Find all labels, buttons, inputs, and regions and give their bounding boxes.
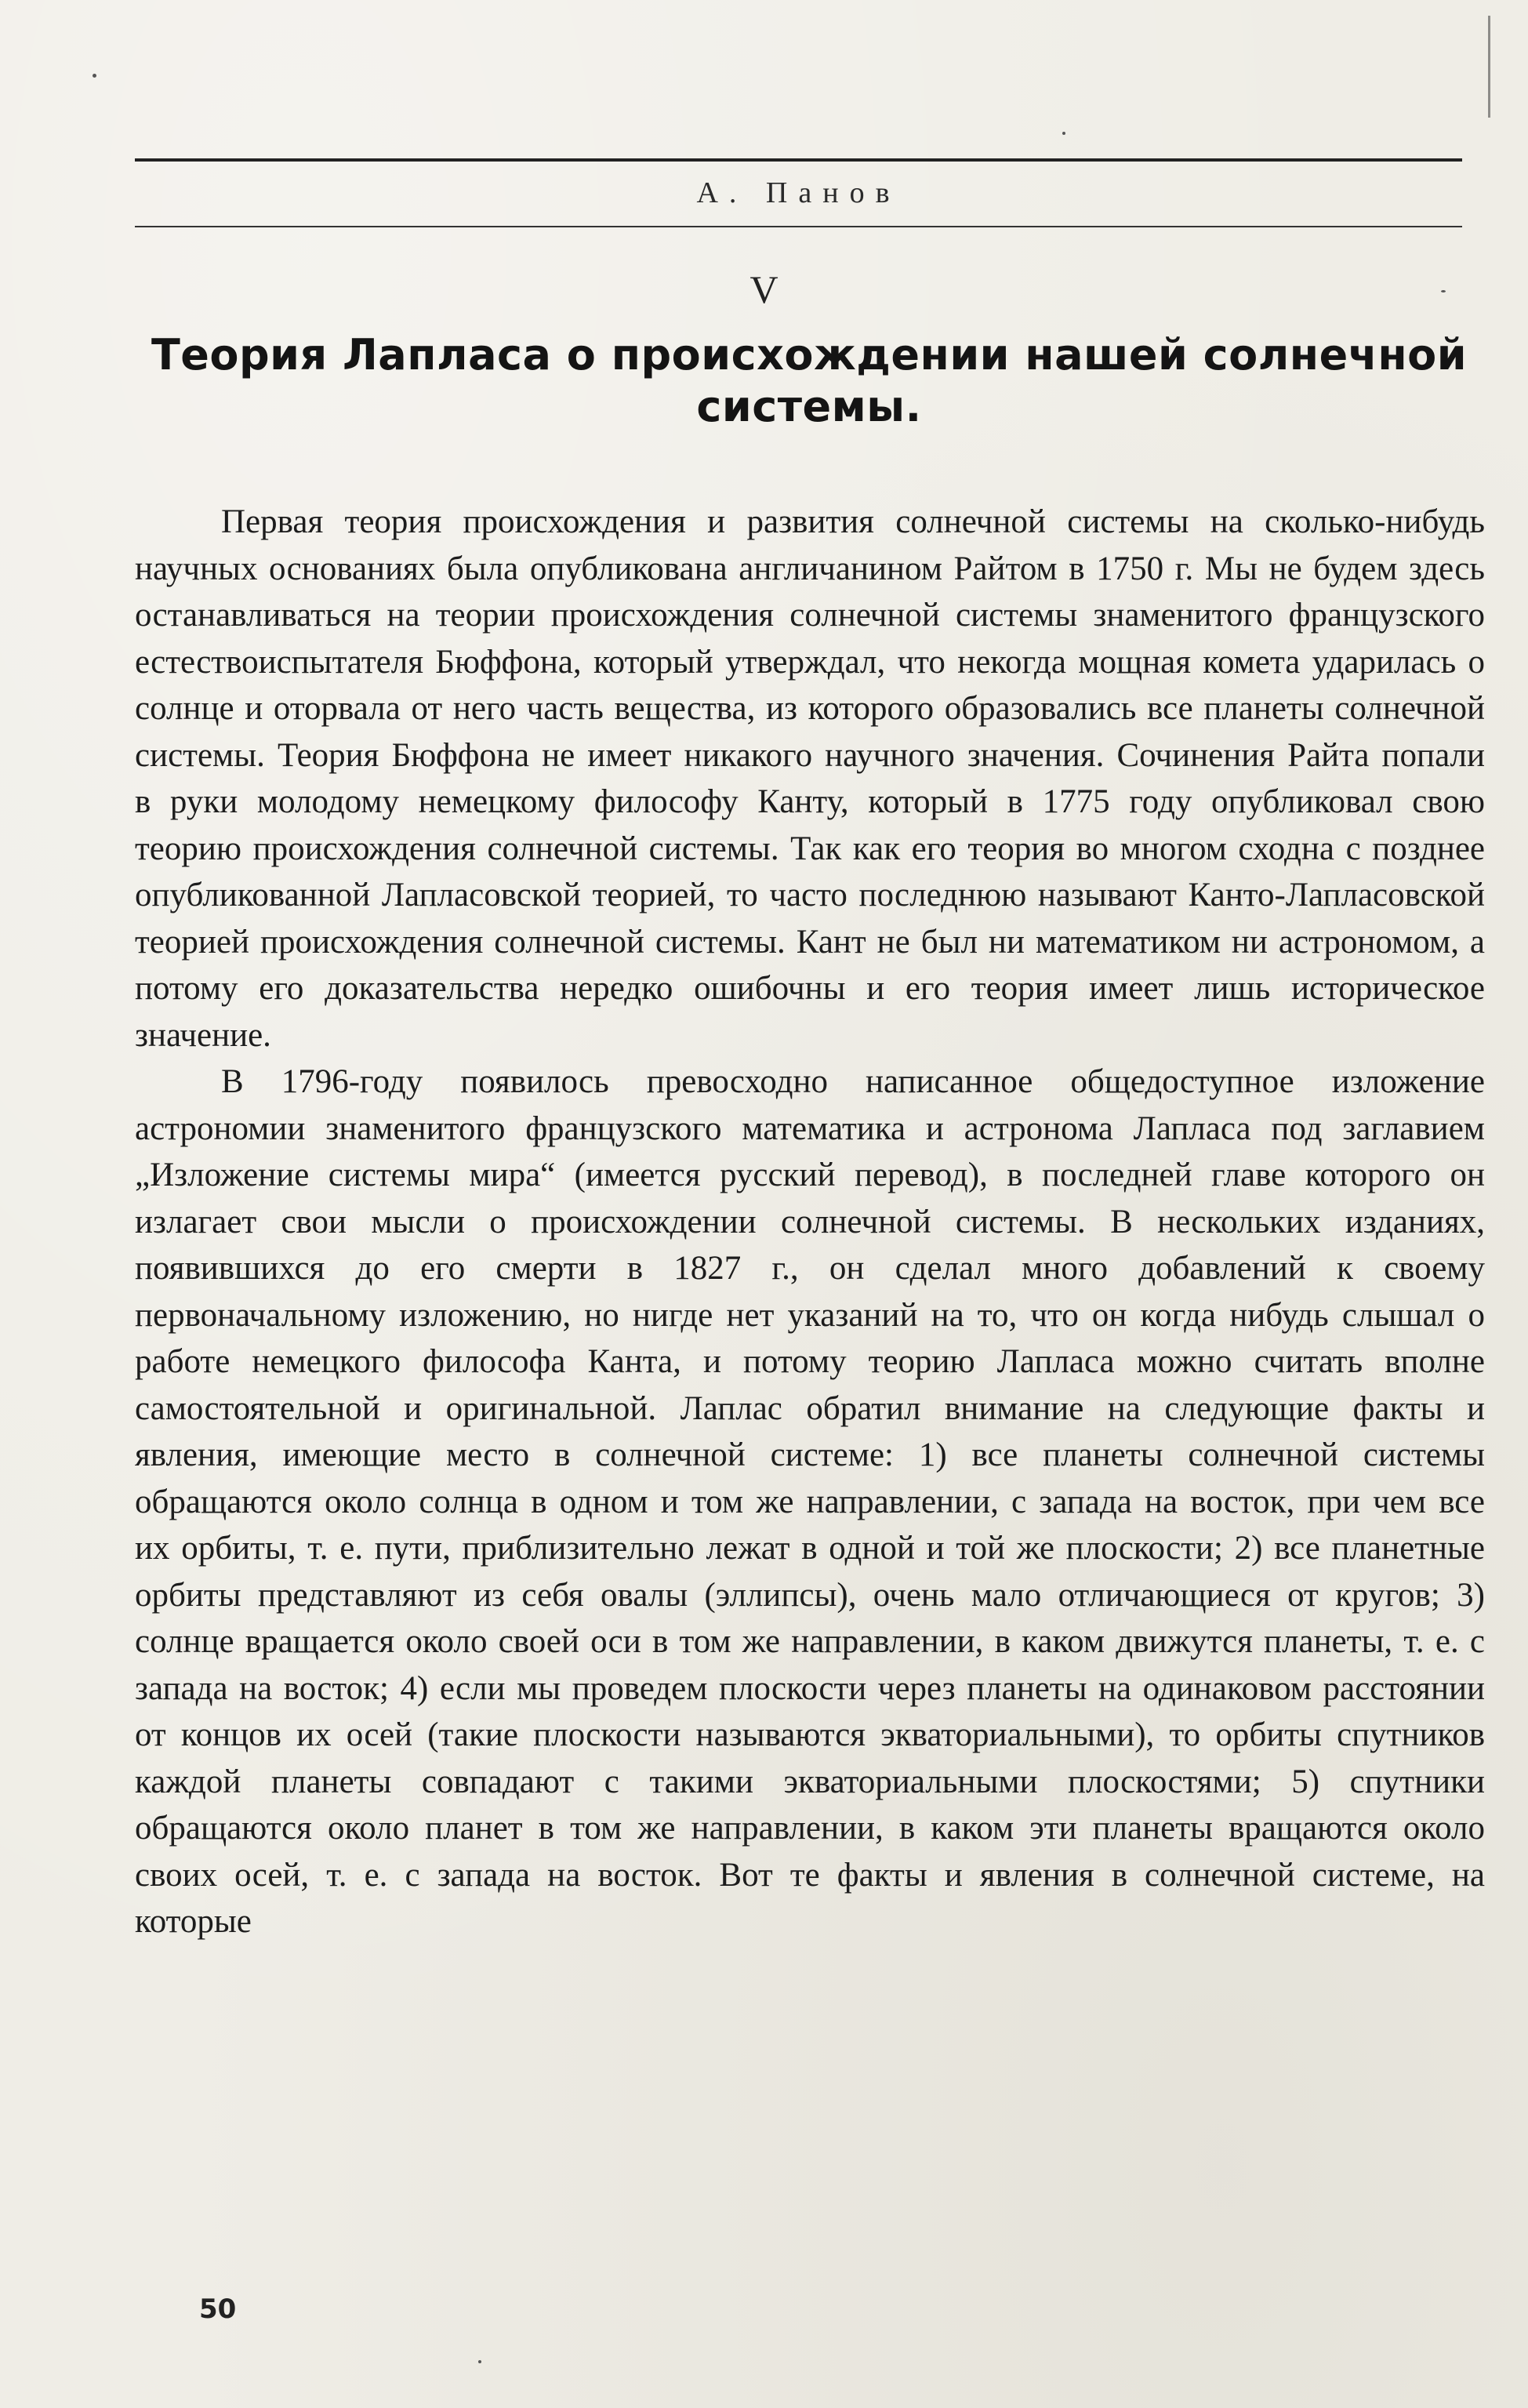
page-edge-mark — [1488, 16, 1490, 118]
body-text — [135, 499, 1485, 1945]
ink-speck — [1062, 132, 1065, 135]
chapter-number: V — [749, 267, 779, 311]
paragraph: Первая теория происхождения и развития солнечной системы на сколько-нибудь научных основаниях была опубликована англичанином Райтом в 1750 г. Мы не будем здесь останавливаться на теории происхождения солнечной системы знаменитого французского естествоиспытателя Бюффона, который утверждал, что некогда мощная комета ударилась о солнце и оторвала от него часть вещества, из которого образовались все планеты солнечной системы. Теория Бюффона не имеет никакого научного значения. Сочинения Райта попали в руки молодому немецкому философу Канту, который в 1775 году опубликовал свою теорию происхождения солнечной системы. Так как его теория во многом сходна с позднее опубликованной Лапласовской теорией, то часто последнюю называют Канто-Лапласовской теорией происхождения солнечной системы. Кант не был ни математиком ни астрономом, а потому его доказательства нередко ошибочны и его теория имеет лишь историческое значение. — [135, 503, 1485, 1054]
page-number: 50 — [199, 2294, 237, 2325]
running-head: А. Панов — [696, 176, 901, 209]
chapter-title: Теория Лапласа о происхождении нашей солнечной системы. — [151, 330, 1468, 431]
header-rule-top — [135, 158, 1462, 162]
page-header — [135, 158, 1462, 229]
ink-speck — [478, 2360, 481, 2363]
ink-speck — [93, 74, 96, 78]
header-rule-bottom — [135, 226, 1462, 227]
paragraph: В 1796-году появилось превосходно написанное общедоступное изложение астрономии знаменитого французского математика и астронома Лапласа под заглавием „Изложение системы мира“ (имеется русский перевод), в последней главе которого он излагает свои мысли о происхождении солнечной системы. В нескольких изданиях, появившихся до его смерти в 1827 г., он сделал много добавлений к своему первоначальному изложению, но нигде нет указаний на то, что он когда нибудь слышал о работе немецкого философа Канта, и потому теорию Лапласа можно считать вполне самостоятельной и оригинальной. Лаплас обратил внимание на следующие факты и явления, имеющие место в солнечной системе: 1) все планеты солнечной системы обращаются около солнца в одном и том же направлении, с запада на восток, при чем все их орбиты, т. е. пути, приблизительно лежат в одной и той же плоскости; 2) все планетные орбиты представляют из себя овалы (эллипсы), очень мало отличающиеся от кругов; 3) солнце вращается около своей оси в том же направлении, в каком движутся планеты, т. е. с запада на восток; 4) если мы проведем плоскости через планеты на одинаковом расстоянии от концов их осей (такие плоскости называются экваториальными), то орбиты спутников каждой планеты совпадают с такими экваториальными плоскостями; 5) спутники обращаются около планет в том же направлении, в каком эти планеты вращаются около своих осей, т. е. с запада на восток. Вот те факты и явления в солнечной системе, на которые — [135, 1063, 1485, 1940]
